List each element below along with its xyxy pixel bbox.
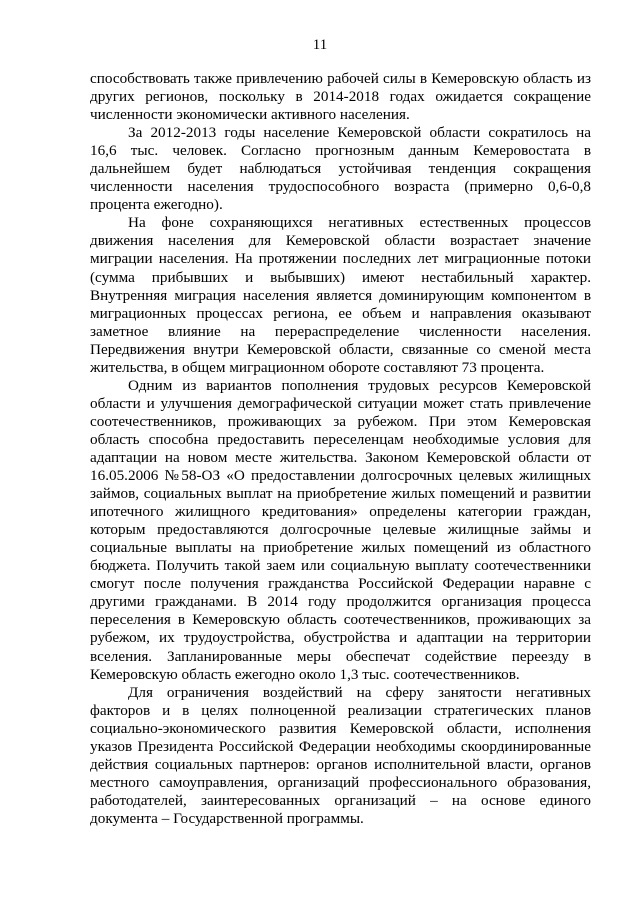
paragraph-migration: На фоне сохраняющихся негативных естественных процессов движения населения для Кемеровской области возрастает значение миграции населения. На протяжении последних лет миграционные потоки (сумма прибывших и выбывших) имеют нестабильный характер. Внутренняя миграция населения является доминирующим компонентом в миграционных процессах региона, ее объем и направления оказывают заметное влияние на перераспределение численности населения. Передвижения внутри Кемеровской области, связанные со сменой места жительства, в общем миграционном обороте составляют 73 процента.: [90, 214, 591, 376]
paragraph-compatriots-resettlement: Одним из вариантов пополнения трудовых ресурсов Кемеровской области и улучшения демографической ситуации может стать привлечение соотечественников, проживающих за рубежом. При этом Кемеровская область способна предоставить переселенцам необходимые условия для адаптации на новом месте жительства. Законом Кемеровской области от 16.05.2006 №58-ОЗ «О предоставлении долгосрочных целевых жилищных займов, социальных выплат на приобретение жилых помещений и развитии ипотечного жилищного кредитования» определены категории граждан, которым предоставляются долгосрочные целевые жилищные займы и социальные выплаты на приобретение жилых помещений из областного бюджета. Получить такой заем или социальную выплату соотечественники смогут после получения гражданства Российской Федерации наравне с другими гражданами. В 2014 году продолжится организация процесса переселения в Кемеровскую область соотечественников, проживающих за рубежом, их трудоустройства, обустройства и адаптации на территории вселения. Запланированные меры обеспечат содействие переезду в Кемеровскую область ежегодно около 1,3 тыс. соотечественников.: [90, 376, 591, 683]
paragraph-labor-attraction: способствовать также привлечению рабочей силы в Кемеровскую область из других регионов, поскольку в 2014-2018 годах ожидается сокращение численности экономически активного населения.: [90, 70, 591, 124]
paragraph-state-program: Для ограничения воздействий на сферу занятости негативных факторов и в целях полноценной реализации стратегических планов социально-экономического развития Кемеровской области, исполнения указов Президента Российской Федерации необходимы скоординированные действия социальных партнеров: органов исполнительной власти, органов местного самоуправления, организаций профессионального образования, работодателей, заинтересованных организаций – на основе единого документа – Государственной программы.: [90, 683, 591, 827]
page-number: 11: [312, 37, 328, 53]
document-body: [90, 70, 591, 828]
paragraph-population-decline: За 2012-2013 годы население Кемеровской области сократилось на 16,6 тыс. человек. Согласно прогнозным данным Кемеровостата в дальнейшем будет наблюдаться устойчивая тенденция сокращения численности населения трудоспособного возраста (примерно 0,6-0,8 процента ежегодно).: [90, 124, 591, 214]
